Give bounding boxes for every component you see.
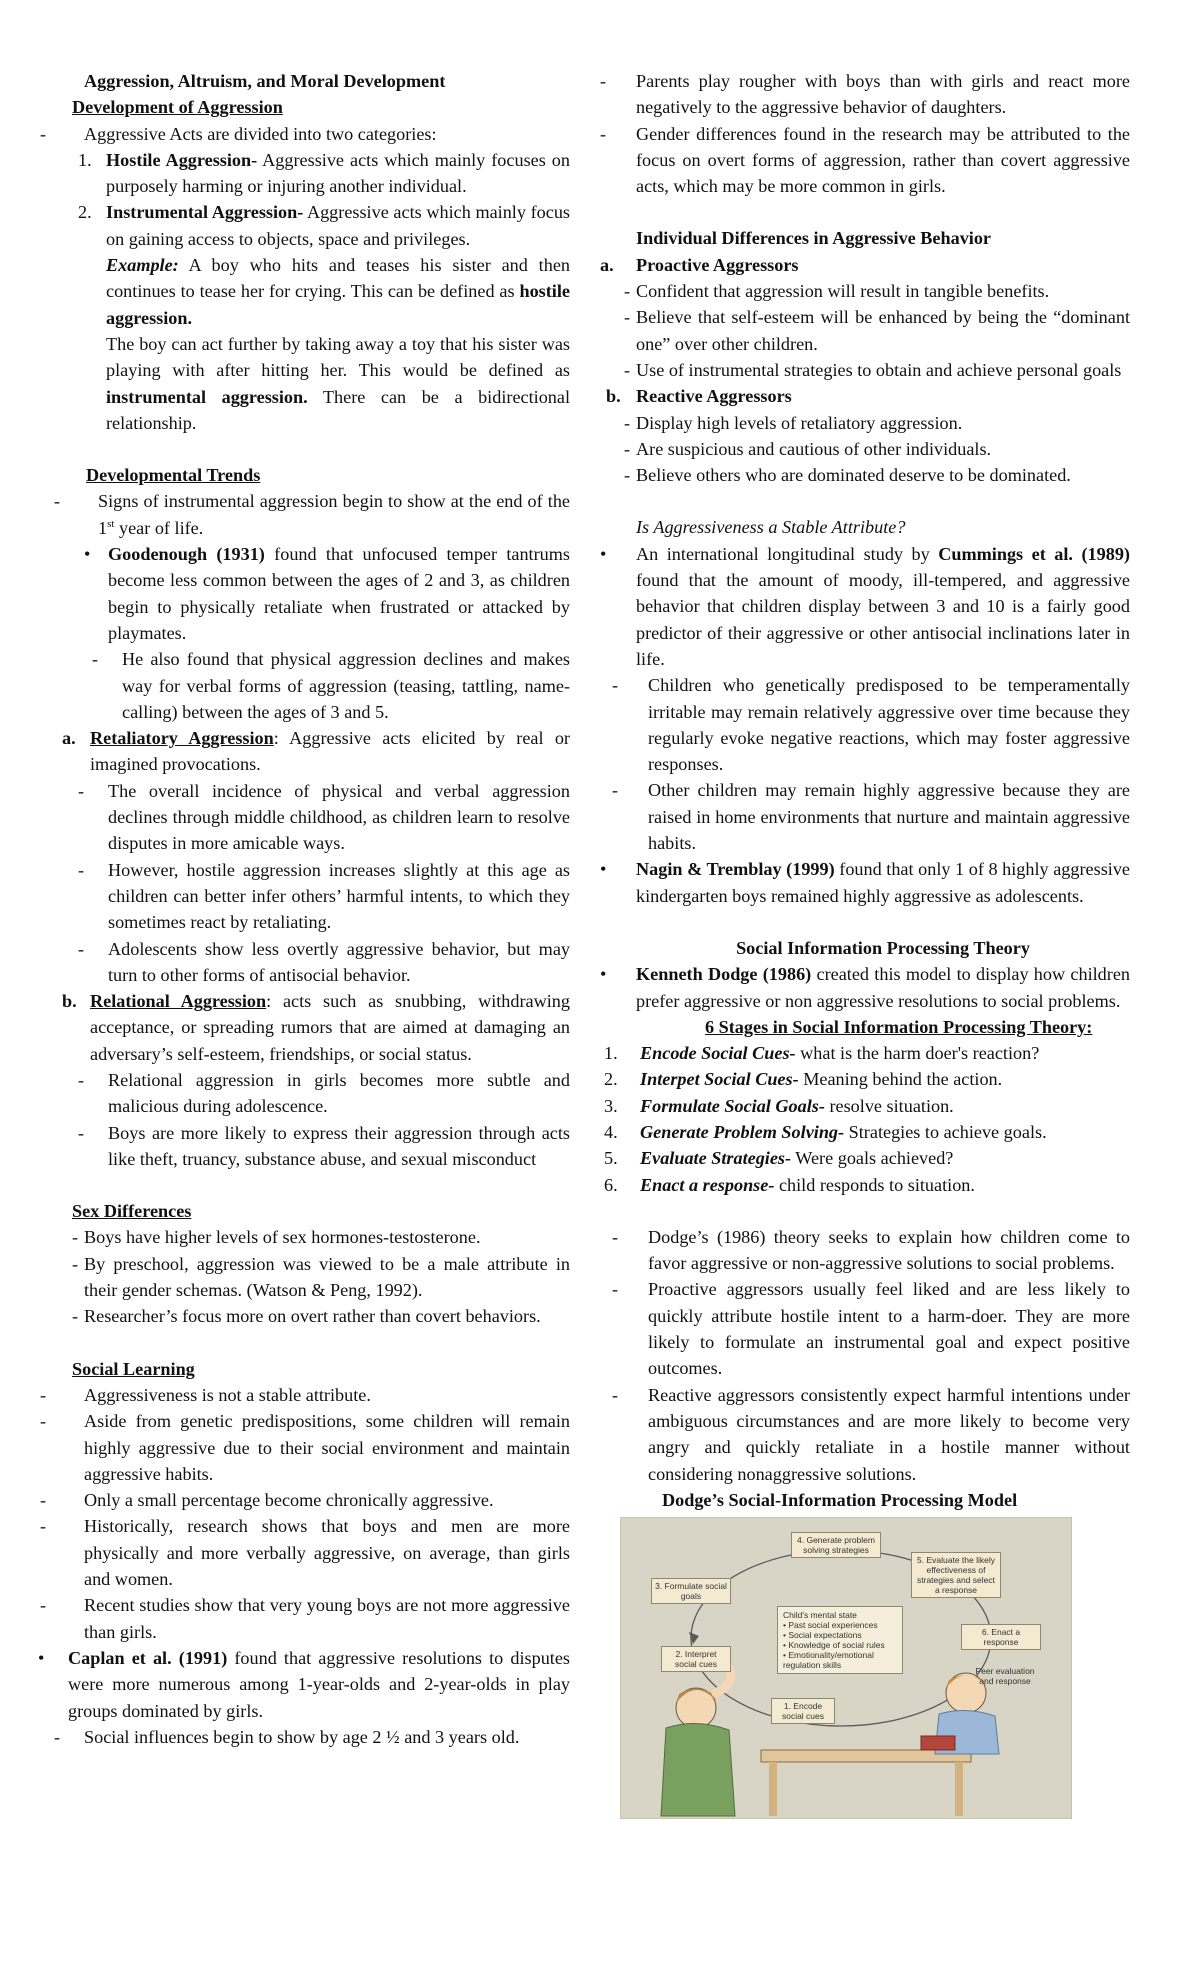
mental-state-box: Child's mental state • Past social experiences • Social expectations • Knowledge of social rules • Emotionality/emotional regulation skills — [777, 1606, 903, 1674]
retaliatory-item: a. Retaliatory Aggression: Aggressive acts elicited by real or imagined provocations. — [62, 728, 570, 775]
hostile-term: Hostile Aggression- — [106, 149, 258, 170]
goodenough-item: • Goodenough (1931) found that unfocused temper tantrums become less common between the ages of 2 and 3, as children begin to physically retaliate when frustrated or attacked by playmates. — [70, 541, 570, 646]
list-item: - Children who genetically predisposed to be temperamentally irritable may remain relatively aggressive over time because they regularly evoke negative reactions, which may foster aggressive responses. — [612, 675, 1130, 775]
stages-list — [600, 1040, 1130, 1198]
nagin-item: • Nagin & Tremblay (1999) found that only 1 of 8 highly aggressive kindergarten boys remained highly aggressive as adolescents. — [600, 856, 1130, 909]
table-leg — [769, 1762, 777, 1816]
reactive-heading: b. Reactive Aggressors — [606, 386, 792, 407]
stage-item: 1. Encode Social Cues- what is the harm doer's reaction? — [604, 1043, 1040, 1064]
list-item: - Confident that aggression will result in tangible benefits. — [624, 281, 1050, 302]
social-heading: Social Learning — [72, 1358, 195, 1379]
list-item: - Adolescents show less overtly aggressive behavior, but may turn to other forms of antisocial behavior. — [78, 938, 570, 985]
list-item: - However, hostile aggression increases slightly at this age as children can better infer others’ harmful intents, to which they sometimes react by retaliating. — [78, 859, 570, 933]
list-item: - Display high levels of retaliatory aggression. — [624, 412, 963, 433]
bullet-marker: • — [84, 544, 91, 565]
instrumental-item: 2. Instrumental Aggression- Aggressive acts which mainly focus on gaining access to objects, space and privileges. — [78, 202, 570, 249]
sex-heading: Sex Differences — [72, 1201, 192, 1222]
stages-heading: 6 Stages in Social Information Processing Theory: — [705, 1016, 1093, 1037]
stage-item: 3. Formulate Social Goals- resolve situation. — [604, 1095, 954, 1116]
list-item: - He also found that physical aggression declines and makes way for verbal forms of aggression (teasing, tattling, name-calling) between the ages of 3 and 5. — [92, 649, 570, 722]
trends-heading: Developmental Trends — [86, 465, 261, 486]
proactive-heading: a. Proactive Aggressors — [600, 254, 799, 275]
stage-item: 6. Enact a response- child responds to situation. — [604, 1174, 975, 1195]
stage-item: 4. Generate Problem Solving- Strategies to achieve goals. — [604, 1121, 1047, 1142]
list-item: - Use of instrumental strategies to obtain and achieve personal goals — [624, 359, 1122, 380]
list-item: - The overall incidence of physical and verbal aggression declines through middle childhood, as children learn to resolve disputes in more amicable ways. — [78, 780, 570, 854]
list-item: - Signs of instrumental aggression begin to show at the end of the 1st year of life. — [54, 491, 570, 538]
list-item: - By preschool, aggression was viewed to be a male attribute in their gender schemas. (Watson & Peng, 1992). — [72, 1253, 570, 1301]
list-item: - Reactive aggressors consistently expect harmful intentions under ambiguous circumstances and are more likely to become very angry and quickly retaliate in a hostile manner without considering nonaggressive solutions. — [612, 1384, 1130, 1484]
instrumental-term: Instrumental Aggression- — [106, 202, 304, 223]
list-item: - Are suspicious and cautious of other individuals. — [624, 438, 992, 459]
sip-heading: Social Information Processing Theory — [736, 937, 1030, 958]
list-item: - Believe others who are dominated deserve to be dominated. — [624, 465, 1071, 486]
stage-item: 2. Interpet Social Cues- Meaning behind the action. — [604, 1069, 1003, 1090]
cummings-item: • An international longitudinal study by Cummings et al. (1989) found that the amount of moody, ill-tempered, and aggressive behavior that children display between 3 and 10 is a fairly good predictor of their aggressive or other antisocial inclinations later in life. — [600, 541, 1130, 672]
table-leg — [955, 1762, 963, 1816]
list-item: - Historically, research shows that boys and men are more physically and more verbally aggressive, on average, than girls and women. — [40, 1516, 570, 1590]
bullet-marker: • — [600, 859, 607, 880]
list-item: - Gender differences found in the research may be attributed to the focus on overt forms of aggression, rather than covert aggressive acts, which may be more common in girls. — [600, 123, 1130, 197]
child-shirt-icon — [661, 1724, 735, 1817]
hostile-item: 1. Hostile Aggression- Aggressive acts which mainly focuses on purposely harming or injuring another individual. — [78, 149, 570, 197]
model-heading: Dodge’s Social-Information Processing Model — [662, 1489, 1018, 1510]
book-icon — [921, 1736, 955, 1750]
list-item: - Social influences begin to show by age 2 ½ and 3 years old. — [54, 1726, 520, 1747]
bullet-marker: • — [600, 543, 607, 564]
indiv-heading: Individual Differences in Aggressive Behavior — [636, 228, 992, 249]
left-column — [38, 68, 571, 1750]
list-item: - Recent studies show that very young boys are not more aggressive than girls. — [40, 1595, 570, 1642]
list-item: - Other children may remain highly aggressive because they are raised in home environments that nurture and maintain aggressive habits. — [612, 780, 1130, 854]
dodge-item: • Kenneth Dodge (1986) created this model to display how children prefer aggressive or non aggressive resolutions to social problems. — [600, 961, 1130, 1014]
stage-6-box: 6. Enact a response — [961, 1624, 1041, 1650]
list-item: - Boys are more likely to express their aggression through acts like theft, truancy, substance abuse, and sexual misconduct — [78, 1122, 570, 1169]
dev-heading: Development of Aggression — [72, 97, 283, 118]
list-item: - Proactive aggressors usually feel liked and are less likely to quickly attribute hostile intent to a harm-doer. They are more likely to formulate an instrumental goal and expect positive outcomes. — [612, 1279, 1130, 1379]
example-paragraph: Example: A boy who hits and teases his sister and then continues to tease her for crying. This can be defined as hostile aggression. — [106, 255, 570, 328]
stage-5-box: 5. Evaluate the likely effectiveness of strategies and select a response — [911, 1552, 1001, 1598]
caplan-item: • Caplan et al. (1991) found that aggressive resolutions to disputes were more numerous among 1-year-olds and 2-year-olds in play groups dominated by girls. — [70, 1645, 570, 1724]
peer-evaluation-label: Peer evaluation and response — [975, 1666, 1035, 1687]
bullet-marker: • — [38, 1647, 45, 1668]
list-item: - Boys have higher levels of sex hormones-testosterone. — [72, 1227, 481, 1248]
bullet-marker: • — [600, 964, 607, 985]
list-item: - Aggressiveness is not a stable attribute. — [40, 1384, 371, 1405]
list-item: - Parents play rougher with boys than with girls and react more negatively to the aggressive behavior of daughters. — [600, 71, 1130, 118]
stage-item: 5. Evaluate Strategies- Were goals achieved? — [604, 1148, 954, 1169]
stage-4-box: 4. Generate problem solving strategies — [791, 1532, 881, 1558]
page-title: Aggression, Altruism, and Moral Development — [84, 71, 446, 91]
right-column — [600, 68, 1130, 1819]
stable-heading: Is Aggressiveness a Stable Attribute? — [636, 517, 906, 538]
list-item: - Dodge’s (1986) theory seeks to explain how children come to favor aggressive or non-aggressive solutions to social problems. — [612, 1226, 1130, 1274]
list-item: - Researcher’s focus more on overt rather than covert behaviors. — [72, 1306, 541, 1327]
list-item: - Relational aggression in girls becomes more subtle and malicious during adolescence. — [78, 1069, 570, 1117]
dodge-model-figure — [620, 1517, 1072, 1819]
stage-1-box: 1. Encode social cues — [771, 1698, 835, 1724]
list-item: - Believe that self-esteem will be enhanced by being the “dominant one” over other children. — [624, 307, 1130, 354]
stage-2-box: 2. Interpret social cues — [661, 1646, 731, 1672]
example-paragraph-2: The boy can act further by taking away a toy that his sister was playing with after hitting her. This would be defined as instrumental aggression. There can be a bidirectional relationship. — [106, 333, 571, 433]
list-item: - Aggressive Acts are divided into two categories: — [70, 121, 570, 147]
dash-marker: - — [40, 123, 47, 144]
list-item: - Aside from genetic predispositions, some children will remain highly aggressive due to their social environment and maintain aggressive habits. — [40, 1411, 570, 1484]
stage-3-box: 3. Formulate social goals — [651, 1578, 731, 1604]
list-item: - Only a small percentage become chronically aggressive. — [40, 1490, 494, 1511]
relational-item: b. Relational Aggression: acts such as snubbing, withdrawing acceptance, or spreading rumors that are aimed at damaging an adversary’s self-esteem, friendships, or social status. — [62, 991, 570, 1064]
